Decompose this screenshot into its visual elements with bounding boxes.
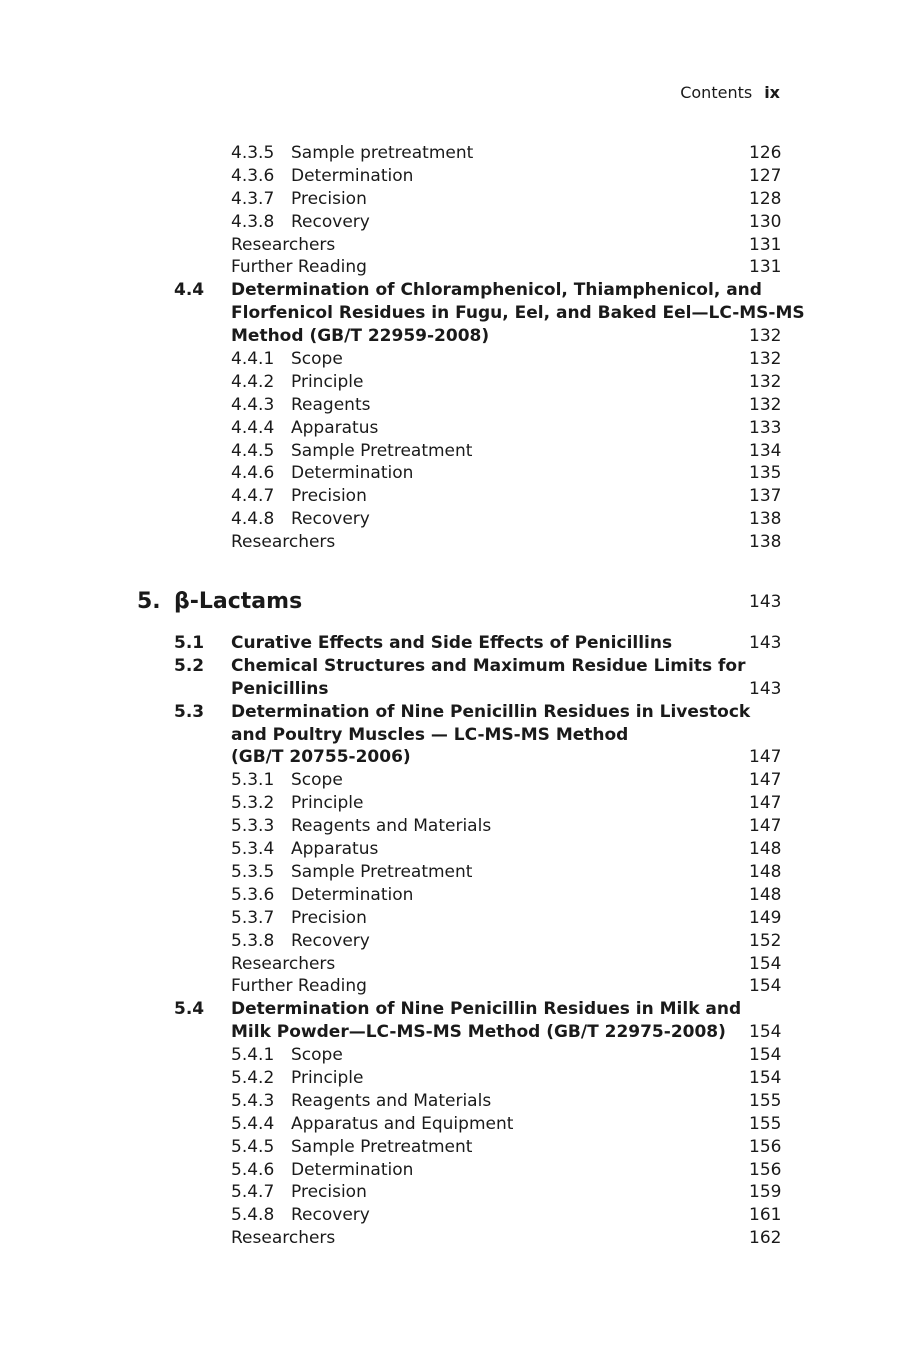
toc-entry-subsection[interactable] [0, 142, 900, 165]
subsection-title: Sample pretreatment [291, 143, 474, 163]
subsection-number: 4.3.8 [231, 211, 275, 232]
section-title: Penicillins [231, 678, 329, 699]
toc-entry-subsection[interactable] [0, 838, 900, 861]
subsection-title: Precision [291, 486, 367, 507]
page-number: 133 [749, 417, 782, 438]
subsection-number: 5.4.5 [231, 1136, 275, 1157]
page-number: 138 [749, 509, 782, 530]
toc-entry-subsection[interactable] [0, 1090, 900, 1113]
page-number: 161 [749, 1205, 782, 1226]
subsection-number: 4.4.2 [231, 371, 275, 392]
toc-entry-subsection[interactable] [0, 792, 900, 815]
section-title: Florfenicol Residues in Fugu, Eel, and Baked Eel—LC-MS-MS [231, 303, 805, 324]
subsection-title: Scope [291, 1045, 343, 1066]
toc-entry-subsection[interactable] [0, 1044, 900, 1067]
chapter-title: β-Lactams [174, 589, 303, 615]
section-title: and Poultry Muscles — LC-MS-MS Method [231, 724, 629, 745]
subsection-number: 5.4.8 [231, 1205, 275, 1226]
subsection-number: 5.3.6 [231, 884, 275, 905]
subsection-number: 5.3.2 [231, 793, 275, 814]
page-number: 156 [749, 1159, 782, 1180]
subsection-number: 5.3.8 [231, 930, 275, 951]
subsection-number: 5.3.1 [231, 770, 275, 791]
section-title: Determination of Chloramphenicol, Thiamphenicol, and [231, 280, 762, 301]
section-number: 5.2 [174, 655, 205, 676]
subsection-number: 5.4.4 [231, 1113, 275, 1134]
toc-entry-subsection[interactable] [0, 165, 900, 188]
toc-entry-subsection[interactable] [0, 485, 900, 508]
page-number: 127 [749, 165, 782, 186]
page-number: 131 [749, 257, 782, 278]
section-title: (GB/T 20755-2006) [231, 747, 411, 768]
page-number: 143 [749, 633, 782, 654]
toc-entry-subsection[interactable] [0, 1113, 900, 1136]
subsection-title: Apparatus [291, 417, 379, 438]
page-number: 148 [749, 839, 782, 860]
subsection-number: 5.4.1 [231, 1045, 275, 1066]
page-number: 135 [749, 463, 782, 484]
subsection-number: 4.4.5 [231, 440, 275, 461]
page-number: 131 [749, 234, 782, 255]
entry-title: Researchers [231, 234, 336, 255]
toc-entry-subsection[interactable] [0, 462, 900, 485]
running-head-label: Contents [680, 83, 753, 102]
subsection-number: 5.4.7 [231, 1182, 275, 1203]
page-number: 138 [749, 532, 782, 553]
subsection-number: 4.4.6 [231, 463, 275, 484]
subsection-title: Principle [291, 371, 364, 392]
toc-entry-section[interactable] [0, 655, 900, 678]
toc-entry-section[interactable] [0, 746, 900, 769]
subsection-number: 4.4.8 [231, 509, 275, 530]
page-number: 149 [749, 907, 782, 928]
toc-entry-subsection[interactable] [0, 769, 900, 792]
subsection-title: Apparatus and Equipment [291, 1113, 514, 1134]
page-folio: ix [764, 83, 780, 102]
entry-title: Further Reading [231, 976, 367, 997]
toc-entry-subsection[interactable] [0, 930, 900, 953]
subsection-title: Scope [291, 770, 343, 791]
toc-entry-chapter[interactable] [0, 586, 900, 618]
subsection-number: 4.3.6 [231, 165, 275, 186]
page-number: 154 [749, 1067, 782, 1088]
toc-entry-section[interactable] [0, 701, 900, 724]
toc-entry-subsection[interactable] [0, 211, 900, 234]
subsection-title: Recovery [291, 509, 370, 530]
toc-entry-section[interactable] [0, 724, 900, 747]
toc-entry-subsection[interactable] [0, 1067, 900, 1090]
subsection-number: 5.3.5 [231, 861, 275, 882]
table-of-contents [0, 142, 900, 1250]
subsection-number: 5.3.3 [231, 816, 275, 837]
subsection-number: 5.4.2 [231, 1067, 275, 1088]
page-number: 156 [749, 1136, 782, 1157]
toc-entry-backmatter[interactable] [0, 975, 900, 998]
page-number: 155 [749, 1113, 782, 1134]
subsection-number: 4.4.4 [231, 417, 275, 438]
page-number: 132 [749, 326, 782, 347]
toc-entry-subsection[interactable] [0, 1181, 900, 1204]
subsection-title: Principle [291, 1067, 364, 1088]
page-number: 147 [749, 747, 782, 768]
subsection-title: Sample Pretreatment [291, 861, 473, 882]
subsection-title: Reagents and Materials [291, 816, 492, 837]
page-number: 137 [749, 486, 782, 507]
toc-entry-subsection[interactable] [0, 815, 900, 838]
section-number: 4.4 [174, 280, 205, 301]
entry-title: Researchers [231, 532, 336, 553]
subsection-number: 4.4.3 [231, 394, 275, 415]
toc-entry-backmatter[interactable] [0, 256, 900, 279]
toc-entry-section[interactable] [0, 632, 900, 655]
subsection-title: Reagents [291, 394, 371, 415]
entry-title: Researchers [231, 1228, 336, 1249]
subsection-title: Scope [291, 349, 343, 370]
page-number: 154 [749, 1022, 782, 1043]
subsection-title: Recovery [291, 1205, 370, 1226]
subsection-title: Sample Pretreatment [291, 440, 473, 461]
subsection-title: Determination [291, 884, 414, 905]
page-number: 126 [749, 143, 782, 163]
page-number: 143 [749, 678, 782, 699]
subsection-title: Sample Pretreatment [291, 1136, 473, 1157]
subsection-title: Recovery [291, 211, 370, 232]
page-number: 132 [749, 371, 782, 392]
page-number: 130 [749, 211, 782, 232]
page-number: 148 [749, 861, 782, 882]
subsection-title: Apparatus [291, 839, 379, 860]
page-number: 132 [749, 394, 782, 415]
subsection-number: 4.4.7 [231, 486, 275, 507]
toc-entry-subsection[interactable] [0, 394, 900, 417]
toc-entry-subsection[interactable] [0, 907, 900, 930]
subsection-number: 5.4.3 [231, 1090, 275, 1111]
subsection-number: 5.4.6 [231, 1159, 275, 1180]
section-title: Milk Powder—LC-MS-MS Method (GB/T 22975-2008) [231, 1022, 726, 1043]
toc-entry-section[interactable] [0, 678, 900, 701]
section-title: Determination of Nine Penicillin Residues in Milk and [231, 999, 742, 1020]
page-number: 147 [749, 793, 782, 814]
section-number: 5.3 [174, 701, 205, 722]
toc-entry-subsection[interactable] [0, 348, 900, 371]
toc-entry-subsection[interactable] [0, 1204, 900, 1227]
toc-entry-section[interactable] [0, 998, 900, 1021]
page-number: 132 [749, 349, 782, 370]
page-number: 134 [749, 440, 782, 461]
page-number: 128 [749, 188, 782, 209]
toc-entry-subsection[interactable] [0, 417, 900, 440]
subsection-title: Principle [291, 793, 364, 814]
toc-entry-subsection[interactable] [0, 861, 900, 884]
toc-entry-section[interactable] [0, 302, 900, 325]
section-title: Chemical Structures and Maximum Residue Limits for [231, 655, 746, 676]
toc-entry-section[interactable] [0, 279, 900, 302]
page-number: 147 [749, 770, 782, 791]
subsection-title: Precision [291, 1182, 367, 1203]
subsection-number: 5.3.4 [231, 839, 275, 860]
page-number: 148 [749, 884, 782, 905]
toc-entry-section[interactable] [0, 1021, 900, 1044]
toc-entry-backmatter[interactable] [0, 1227, 900, 1250]
toc-entry-subsection[interactable] [0, 440, 900, 463]
toc-entry-backmatter[interactable] [0, 234, 900, 257]
subsection-title: Precision [291, 907, 367, 928]
subsection-title: Determination [291, 463, 414, 484]
page-number: 162 [749, 1228, 782, 1249]
section-number: 5.4 [174, 999, 205, 1020]
page-number: 154 [749, 1045, 782, 1066]
subsection-title: Precision [291, 188, 367, 209]
chapter-number: 5. [137, 589, 161, 615]
toc-entry-backmatter[interactable] [0, 531, 900, 554]
toc-entry-backmatter[interactable] [0, 953, 900, 976]
running-head [680, 83, 780, 102]
subsection-title: Determination [291, 165, 414, 186]
page-number: 143 [749, 592, 782, 613]
toc-entry-subsection[interactable] [0, 188, 900, 211]
section-title: Method (GB/T 22959-2008) [231, 326, 490, 347]
subsection-title: Recovery [291, 930, 370, 951]
toc-entry-subsection[interactable] [0, 884, 900, 907]
page-number: 159 [749, 1182, 782, 1203]
subsection-title: Reagents and Materials [291, 1090, 492, 1111]
toc-entry-subsection[interactable] [0, 1136, 900, 1159]
page-number: 147 [749, 816, 782, 837]
page-number: 154 [749, 953, 782, 974]
page-number: 152 [749, 930, 782, 951]
toc-entry-subsection[interactable] [0, 1159, 900, 1182]
subsection-number: 4.3.5 [231, 143, 275, 163]
page-number: 154 [749, 976, 782, 997]
section-number: 5.1 [174, 633, 205, 654]
toc-entry-subsection[interactable] [0, 508, 900, 531]
page-number: 155 [749, 1090, 782, 1111]
entry-title: Researchers [231, 953, 336, 974]
subsection-title: Determination [291, 1159, 414, 1180]
toc-entry-subsection[interactable] [0, 371, 900, 394]
subsection-number: 4.4.1 [231, 349, 275, 370]
section-title: Curative Effects and Side Effects of Penicillins [231, 633, 673, 654]
toc-entry-section[interactable] [0, 325, 900, 348]
entry-title: Further Reading [231, 257, 367, 278]
subsection-number: 5.3.7 [231, 907, 275, 928]
subsection-number: 4.3.7 [231, 188, 275, 209]
section-title: Determination of Nine Penicillin Residues in Livestock [231, 701, 751, 722]
